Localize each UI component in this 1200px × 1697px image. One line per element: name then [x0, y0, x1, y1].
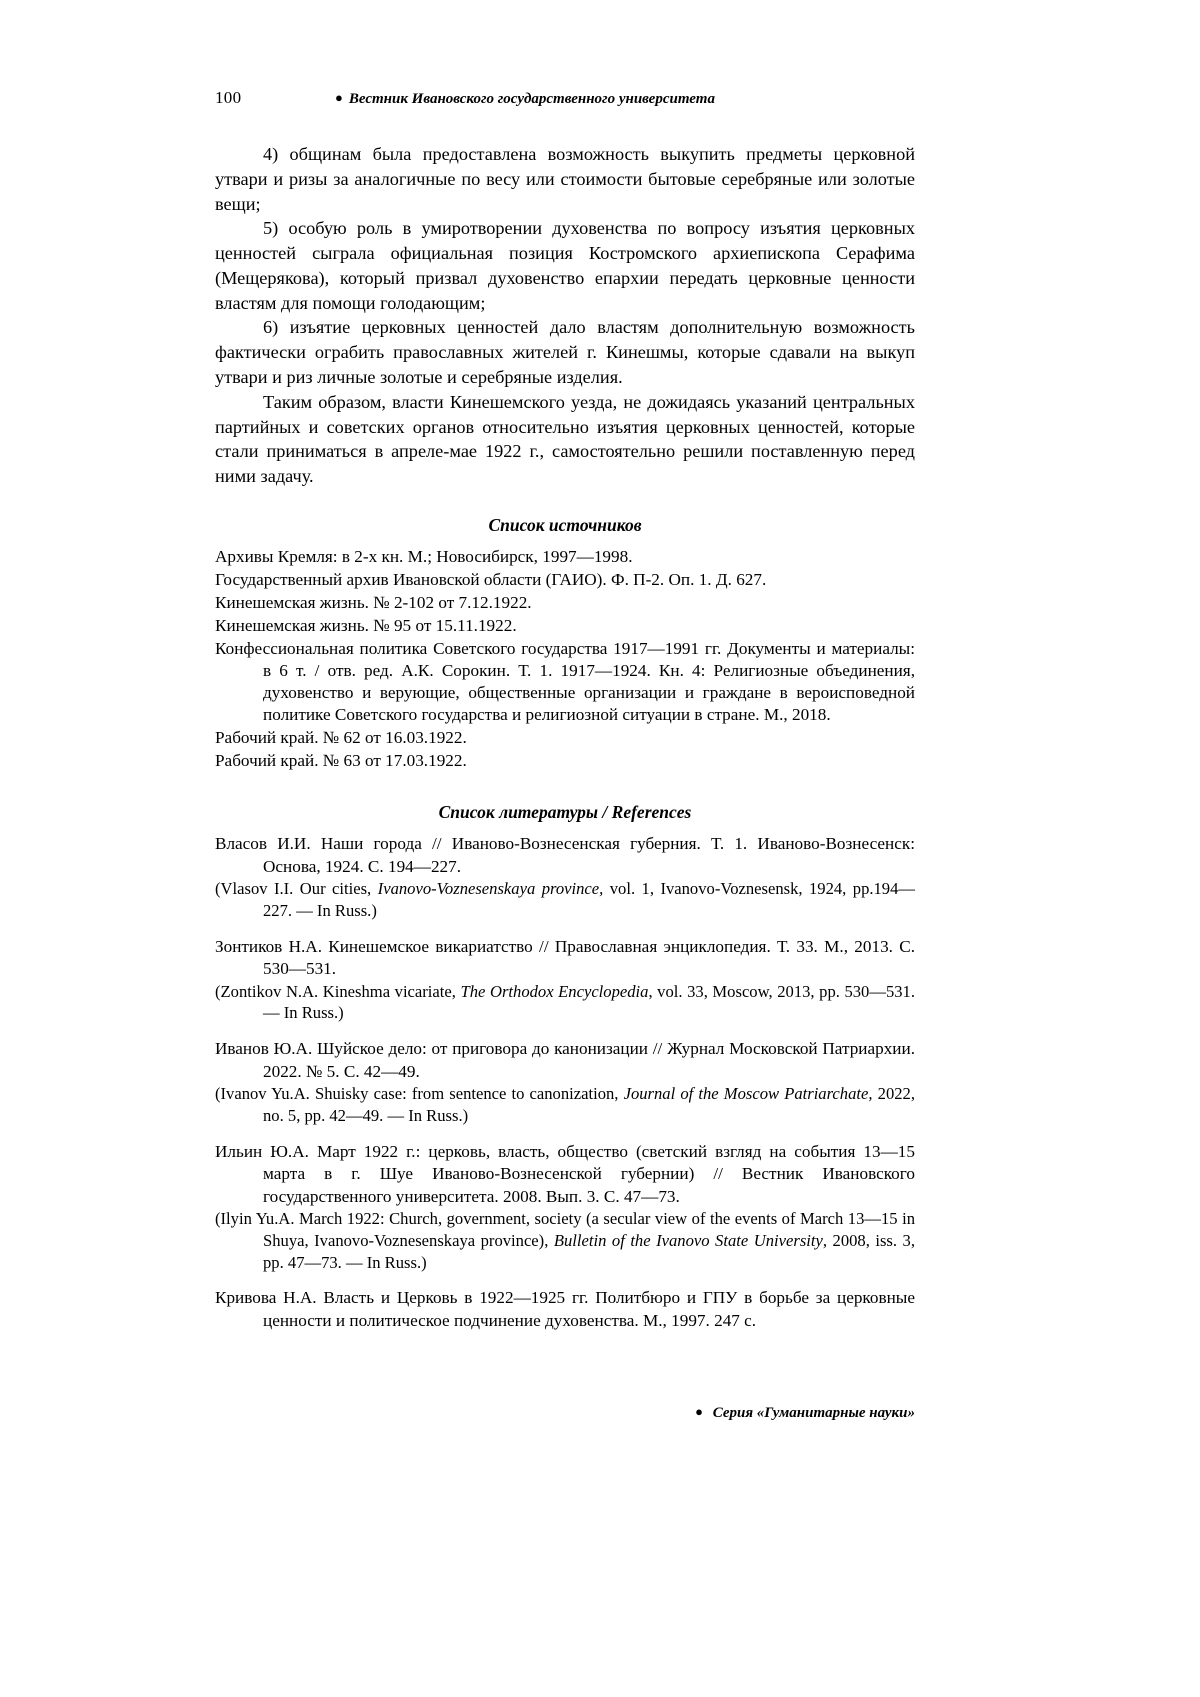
translit-post: , 2008, iss. 3, pp. 47—73. — In Russ.) [263, 1231, 915, 1272]
translit-source-italic: The Orthodox Encyclopedia [460, 981, 649, 1001]
translit-post: 2022, no. 5, pp. 42—49. — In Russ.) [263, 1084, 915, 1125]
reference-original: Ильин Ю.А. Март 1922 г.: церковь, власть, общество (светский взгляд на события 13—15 марта в г. Шуе Иваново-Вознесенской губернии) // Вестник Ивановского государственного университета. 2008. Вып. 3. С. 47—73. [215, 1141, 915, 1206]
page-content [215, 88, 915, 1333]
reference-original: Власов И.И. Наши города // Иваново-Вознесенская губерния. Т. 1. Иваново-Вознесенск: Основа, 1924. С. 194—227. [215, 834, 915, 876]
list-item [215, 1141, 915, 1274]
list-item: Кинешемская жизнь. № 95 от 15.11.1922. [215, 615, 517, 635]
translit-pre: (Vlasov I.I. Our cities, [215, 879, 378, 899]
reference-translit [215, 1083, 915, 1126]
reference-original: Кривова Н.А. Власть и Церковь в 1922—1925 гг. Политбюро и ГПУ в борьбе за церковные ценности и политическое подчинение духовенства. М., 1997. 247 с. [215, 1288, 915, 1331]
translit-pre: (Zontikov N.A. Kineshma vicariate, [215, 981, 461, 1001]
bullet-icon: ● [695, 1404, 703, 1419]
body-paragraph-4: Таким образом, власти Кинешемского уезда, не дожидаясь указаний центральных партийных и советских органов относительно изъятия церковных ценностей, которые стали приниматься в апреле-мае 1922 г., самостоятельно решили поставленную перед ними задачу. [215, 391, 915, 487]
list-item [215, 1287, 915, 1332]
list-item [215, 936, 915, 1025]
references-heading: Список литературы / References [438, 802, 692, 823]
list-item: Архивы Кремля: в 2-х кн. М.; Новосибирск, 1997—1998. [215, 546, 633, 566]
list-item [215, 1038, 915, 1127]
translit-source-italic: Bulletin of the Ivanovo State University [553, 1231, 823, 1251]
reference-translit [215, 1208, 915, 1273]
translit-source-italic: Ivanovo-Voznesenskaya province, [377, 879, 604, 899]
list-item: Рабочий край. № 62 от 16.03.1922. [215, 728, 467, 748]
series-label: Серия «Гуманитарные науки» [712, 1405, 915, 1421]
footer [215, 1405, 915, 1422]
translit-pre: (Ilyin Yu.A. March 1922: Church, government, society (a secular view of the events of March 13—15 in Shuya, Ivanovo-Voznesenskaya province), [215, 1209, 915, 1251]
reference-translit [215, 981, 915, 1024]
reference-original: Зонтиков Н.А. Кинешемское викариатство // Православная энциклопедия. Т. 33. М., 2013. С. 530—531. [215, 936, 915, 979]
body-paragraph-3: 6) изъятие церковных ценностей дало властям дополнительную возможность фактически ограбить православных жителей г. Кинешмы, которые сдавали на выкуп утвари и риз личные золотые и серебряные изделия. [215, 317, 915, 388]
translit-post: , vol. 33, Moscow, 2013, pp. 530—531. — In Russ.) [263, 981, 915, 1023]
list-item: Кинешемская жизнь. № 2-102 от 7.12.1922. [215, 592, 532, 612]
translit-post: vol. 1, Ivanovo-Voznesensk, 1924, pp.194—227. — In Russ.) [263, 879, 915, 920]
list-item: Рабочий край. № 63 от 17.03.1922. [215, 751, 467, 771]
list-item: Государственный архив Ивановской области (ГАИО). Ф. П-2. Оп. 1. Д. 627. [215, 569, 767, 589]
translit-pre: (Ivanov Yu.A. Shuisky case: from sentence to canonization, [215, 1084, 624, 1104]
sources-heading: Список источников [488, 514, 642, 535]
translit-source-italic: Journal of the Moscow Patriarchate, [623, 1084, 873, 1104]
list-item: Конфессиональная политика Советского государства 1917—1991 гг. Документы и материалы: в 6 т. / отв. ред. А.К. Сорокин. Т. 1. 1917—1924. Кн. 4: Религиозные объединения, духовенство и верующие, общественные организации и граждане в вероисповедной политике Советского государства и религиозной ситуации в стране. М., 2018. [215, 639, 915, 725]
reference-original: Иванов Ю.А. Шуйское дело: от приговора до канонизации // Журнал Московской Патриархии. 2022. № 5. С. 42—49. [215, 1039, 915, 1081]
sources-list [215, 546, 915, 772]
reference-translit [215, 878, 915, 921]
list-item [215, 833, 915, 922]
body-paragraph-2: 5) особую роль в умиротворении духовенства по вопросу изъятия церковных ценностей сыграла официальная позиция Костромского архиепископа Серафима (Мещерякова), который призвал духовенство епархии передать церковные ценности властям для помощи голодающим; [215, 218, 915, 313]
bullet-icon: ● [335, 90, 343, 105]
page-number: 100 [215, 88, 242, 107]
running-head [215, 88, 915, 112]
journal-title-text: Вестник Ивановского государственного университета [348, 91, 715, 107]
journal-title [335, 91, 915, 108]
body-paragraph-1: 4) общинам была предоставлена возможность выкупить предметы церковной утвари и ризы за аналогичные по весу или стоимости бытовые серебряные или золотые вещи; [215, 144, 915, 214]
references-list [215, 833, 915, 1332]
